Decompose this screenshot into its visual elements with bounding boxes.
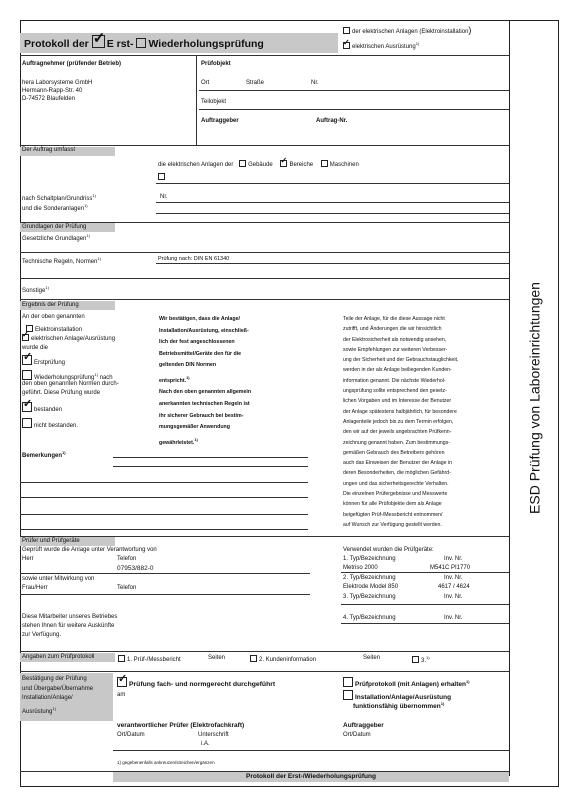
header-option-2-sup: 1) [415,41,420,46]
divider [20,145,509,146]
sonstige-text: Sonstige [22,288,46,294]
confirmation-text [159,314,309,449]
maschinen-checkbox[interactable] [321,160,328,167]
sup: 1) [52,705,56,711]
ergebnis-l1: An der oben genannten [22,314,85,320]
extra-checkbox[interactable] [158,173,165,180]
gepruft-label: Geprüft wurde die Anlage unter Verantwortung von [22,547,157,553]
elektro-label: Elektroinstallation [35,327,83,333]
side-title [509,20,560,776]
geraet-3-label: 3. Typ/Bezeichnung [343,594,396,600]
page-title [24,35,264,51]
nicht-bestanden-checkbox[interactable] [22,418,32,428]
footnote: 1) gegebenenfalls ankreuzen/streichen/ergänzen [117,760,215,765]
geraet-1-name[interactable]: Metriso 2000 [343,565,378,571]
erhalten-checkbox[interactable] [343,677,353,687]
recommendation-line: lichen Vorgaben und im Interesse der Benutzer [343,398,452,405]
ort-label: Ort [201,80,210,86]
maschinen-label: Maschinen [329,162,359,168]
confirmation-line: geltenden DIN Normen [159,362,217,369]
wurde-die: wurde die [22,345,49,351]
bemerkungen-line-6[interactable] [20,529,308,530]
geraet-1-line [341,572,509,573]
schaltplan-nr: Nr. [160,194,168,200]
bestanden-label: bestanden [34,407,63,413]
auftrag-nr-label: Auftrag-Nr. [316,118,348,124]
sup: 1) [466,678,470,684]
erstpruefung-row [22,355,65,368]
erstpruefung-label: Erstprüfung [34,360,66,366]
grundlagen-header: Grundlagen der Prüfung [22,224,87,230]
confirmation-line: ihr sicherer Gebrauch bei bestim- [159,412,244,419]
geraet-1-value[interactable]: M541C PI1770 [430,565,471,571]
bestaetigung-line: und Übergabe/Übernahme [22,685,94,692]
divider [156,183,509,184]
gebaeude-checkbox[interactable] [239,160,246,167]
nach-line-2: geführt. Diese Prüfung wurde [22,390,101,396]
recommendation-line-text: information genannt. Die nächste Wiederhol- [343,377,446,384]
bereiche-checkbox[interactable] [280,160,287,167]
bereiche-label: Bereiche [289,162,314,168]
telefon-label: Telefon [117,556,137,562]
confirmation-line: Installation/Ausrüstung, einschließ- [159,327,249,334]
geraet-4-line[interactable] [341,623,509,624]
header-option-2 [343,41,419,52]
unterschrift-label: Unterschrift [198,732,229,738]
sup: 1) [440,701,445,706]
technisch-text: Technische Regeln, Normen [22,259,98,265]
nicht-bestanden-row [22,418,78,431]
teilobjekt-label: Teilobjekt [201,99,227,105]
geraet-2-label: 2. Typ/Bezeichnung [343,575,396,581]
erst-checkbox[interactable] [92,35,105,48]
kundeninfo-checkbox[interactable] [250,655,257,662]
recommendation-line: können für alle Prüfobjekte dem als Anlage [343,501,442,508]
sup: 1) [45,285,49,290]
confirmation-line-text: entspricht. [159,377,187,384]
schaltplan-line[interactable] [156,202,509,203]
confirmation-line [159,372,309,387]
durchgefuehrt-checkbox[interactable] [117,677,127,687]
bestaetigung-label [22,675,93,717]
divider [20,651,509,652]
header-option-1-paren: ) [468,25,472,35]
angaben-opt1-label: 1. Prüf-/Messbericht [127,657,181,663]
recommendation-line: der Anlage spätestens halbjährlich, für besondere [343,408,457,415]
wiederholung-checkbox[interactable] [136,38,146,48]
title-prefix: Protokoll der [24,38,89,50]
geraet-2-inv: Inv. Nr. [444,575,463,581]
anlagen-checkbox[interactable] [343,27,350,34]
confirmation-line: Wir bestätigen, dass die Anlage/ [159,316,240,322]
durchgefuehrt-label: Prüfung fach- und normgerecht durchgeführt [129,681,276,688]
recommendation-line: ungsprüfung sollte entsprechend den gesetz- [343,388,447,395]
opt-ausr-row [22,334,115,344]
bemerkungen-line-4[interactable] [20,497,308,498]
pruefobjekt-label: Prüfobjekt [201,61,231,67]
sonderanlagen-line[interactable] [156,213,509,214]
sup: 1) [97,256,101,261]
angaben-opt2-label: 2. Kundeninformation [259,657,317,663]
anlagen-text: die elektrischen Anlagen der [158,162,234,168]
angaben-opt3 [412,655,430,666]
footer-title: Protokoll der Erst-/Wiederholungsprüfung [246,773,376,780]
frau-herr-label: Frau/Herr [22,585,48,591]
angaben-seiten2: Seiten [363,655,381,661]
company-line-3: D-74572 Blaufelden [22,96,76,102]
recommendation-line: beigefügten Prüf-/Messbericht entnommen/ [343,511,443,518]
ort-datum-label: Ort/Datum [117,732,145,738]
angaben-seiten1: Seiten [208,655,226,661]
divider [20,55,509,56]
frau-herr-line[interactable] [20,594,310,595]
sup: 1) [92,193,96,198]
recommendation-line: werden in der als Anlage beiliegenden Kunden- [343,367,452,374]
recommendation-line: gemäßen Gebrauch des Betreibers gehören [343,449,445,456]
geraet-4-inv: Inv. Nr. [444,615,463,621]
header-option-1-label: der elektrischen Anlagen (Elektroinstallation [352,29,469,35]
bestanden-row [22,402,62,415]
bemerkungen-line-5[interactable] [20,514,308,515]
ia-label: i.A. [201,741,210,747]
confirmation-line: Betriebsmittel/Geräte den für die [159,350,242,357]
geraet-4-label: 4. Typ/Bezeichnung [343,615,396,621]
nicht-bestanden-label: nicht bestanden. [34,423,79,429]
geraet-1-inv: Inv. Nr. [444,556,463,562]
erhalten-row [343,677,470,689]
header-option-1 [343,25,471,37]
pruefer-header: Prüfer und Prüfgeräte [22,538,80,544]
gebaeude-label: Gebäude [248,162,273,168]
geraet-2-value[interactable]: 4617 / 4624 [438,584,470,590]
telefon-value[interactable]: 07953/882-0 [117,565,154,572]
recommendation-line: zeichnung genannt haben. Zum bestimmungs- [343,439,450,446]
pruefer-note-3: zur Verfügung. [22,632,62,638]
wiederholung-nach: nach [99,375,113,381]
uebernommen-label-2: funktionsfähig übernommen [353,703,441,711]
header-option-2-label: elektrischen Ausrüstung [352,44,416,50]
ort-datum2-label: Ort/Datum [343,732,371,738]
bestanden-checkbox[interactable] [22,402,32,412]
sup: 1) [86,233,90,238]
recommendation-line: den wir auf der jeweils angebrachten Prüfkenn- [343,429,452,436]
schaltplan-label-1 [22,193,96,204]
ausr-checkbox[interactable] [22,334,29,341]
bemerkungen-line-1[interactable] [113,457,308,458]
strasse-label: Straße [246,80,265,86]
sup: 1) [94,372,98,377]
confirmation-line-text: gewährleistet. [159,439,195,446]
recommendation-line: zutrifft, und Änderungen die wir hinsichtlich [343,326,442,333]
recommendation-line: ungen und das sicherheitsgerechte Verhalten. [343,480,449,487]
divider [20,278,509,279]
recommendation-line: der Elektrosicherheit als notwendig ansehen, [343,336,447,343]
geraet-3-inv: Inv. Nr. [444,594,463,600]
nr-label: Nr. [311,80,319,86]
auftrag-header: Der Auftrag umfasst [22,147,76,153]
recommendation-line: Anlagenteile jedoch bis zu dem Termin erfolgen, [343,418,454,425]
wiederholung-result-checkbox[interactable] [22,370,32,380]
herr-line [20,573,310,574]
confirmation-line: anerkannten technischen Regeln ist [159,400,250,407]
technisch-label [22,256,101,267]
recommendation-line: auch das Einweisen der Benutzer der Anlage in [343,460,453,467]
auftraggeber-label: Auftraggeber [201,118,239,124]
sup: 1) [84,203,88,208]
signature-line[interactable] [113,750,509,751]
extra-checkbox-row [158,173,167,183]
angaben-opt2 [250,655,316,665]
geraet-3-line[interactable] [341,604,509,605]
divider [196,55,197,145]
confirmation-line: lich der fest angeschlossenen [159,339,235,346]
technisch-line [156,263,509,264]
bemerkungen-line-3[interactable] [20,482,308,483]
title-erst: E rst- [106,38,134,50]
pruefer-note-2: stehen Ihnen für weitere Auskünfte [22,623,115,629]
angaben-label: Angaben zum Prüfprotokoll [22,654,95,660]
recommendation-line: sowie Empfehlungen zur weiteren Verbesser- [343,346,448,353]
erhalten-label: Prüfprotokoll (mit Anlagen) erhalten [355,681,466,688]
sup: 1) [194,436,198,442]
opt3-checkbox[interactable] [412,656,419,663]
ausruestung-checkbox[interactable] [343,42,350,49]
mitwirkung-label: sowie unter Mitwirkung von [22,576,95,582]
angaben-opt3-label: 3. [421,658,427,664]
recommendation-line: Teile der Anlage, für die diese Aussage nicht [343,316,445,322]
divider [20,299,509,300]
divider [20,252,509,253]
angaben-opt1 [118,655,181,665]
recommendation-line: ung der Sicherheit und der Gebrauchstauglichkeit, [343,357,459,364]
confirmation-line: Nach den oben genannten allgemein [159,389,252,396]
teilobjekt-line[interactable] [199,109,509,110]
divider [20,671,509,672]
wiederholung-label: Wiederholungsprüfung [34,375,95,381]
bericht-checkbox[interactable] [118,655,125,662]
uebernommen-row-2 [353,701,444,711]
erstpruefung-checkbox[interactable] [22,355,32,365]
recommendation-line: deren Besonderheiten, die möglichen Gefährd- [343,470,451,477]
bestaetigung-line: Bestätigung der Prüfung [22,676,87,682]
schaltplan-label-2 [22,203,88,214]
verwendet-label: Verwendet wurden die Prüfgeräte: [343,547,434,553]
gesetzlich-text: Gesetzliche Grundlagen [22,236,87,242]
confirmation-line [159,434,309,449]
auftragnehmer-label: Auftragnehmer (prüfender Betrieb) [22,61,122,67]
am-label: am [117,692,126,698]
sup: 1) [186,374,190,380]
bestaetigung-line [22,704,93,718]
anlagen-row [158,160,359,170]
durchgefuehrt-row [117,677,275,689]
company-line-1: hera Laborsysteme GmbH [22,80,93,86]
ausr-label: elektrischen Anlage/Ausrüstung [31,336,116,342]
gesetzlich-label [22,233,90,244]
bestaetigung-line: Installation/Anlage/ [22,695,73,702]
confirmation-line: mungsgemäßer Anwendung [159,424,231,431]
uebernommen-label-1: Installation/Anlage/Ausrüstung [355,694,452,701]
title-wiederholung: Wiederholungsprüfung [148,38,264,50]
sup: 1) [426,655,430,660]
bemerkungen-line-2[interactable] [113,466,308,467]
schaltplan-text-2: und die Sonderanlagen [22,206,85,212]
geraet-2-name[interactable]: Elektrode Model 850 [343,584,399,590]
recommendation-line: auf Wunsch zur Verfügung gestellt werden. [343,521,442,528]
pruefer-note-1: Diese Mitarbeiter unseres Betriebes [22,614,118,620]
sonstige-label [22,285,49,296]
ergebnis-header: Ergebnis der Prüfung [22,302,79,308]
auftraggeber-sign-label: Auftraggeber [343,722,384,729]
ort-line[interactable] [199,90,509,91]
bemerkungen-text: Bemerkungen [22,453,63,459]
herr-label: Herr [22,556,34,562]
recommendation-line: Die einzelnen Prüfergebnisse und Messwerte [343,491,448,498]
side-title-text: ESD Prüfung von Laboreinrichtungen [526,282,543,514]
recommendation-line [343,376,508,386]
telefon2-label: Telefon [117,585,137,591]
recommendation-text [343,314,508,530]
bemerkungen-label [22,450,66,461]
geraet-1-label: 1. Typ/Bezeichnung [343,556,396,562]
nach-line-1: den oben genannten Normen durch- [22,381,119,387]
schaltplan-text-1: nach Schaltplan/Grundriss [22,196,93,202]
verantwortlich-label: verantwortlicher Prüfer (Elektrofachkraft) [117,722,245,729]
company-line-2: Hermann-Rapp-Str. 40 [22,88,83,94]
bestaetigung-line-text: Ausrüstung [22,708,53,715]
sup: 1) [62,450,66,455]
technisch-value[interactable]: Prüfung nach: DIN EN 61340 [158,256,230,262]
uebernommen-checkbox[interactable] [343,690,353,700]
